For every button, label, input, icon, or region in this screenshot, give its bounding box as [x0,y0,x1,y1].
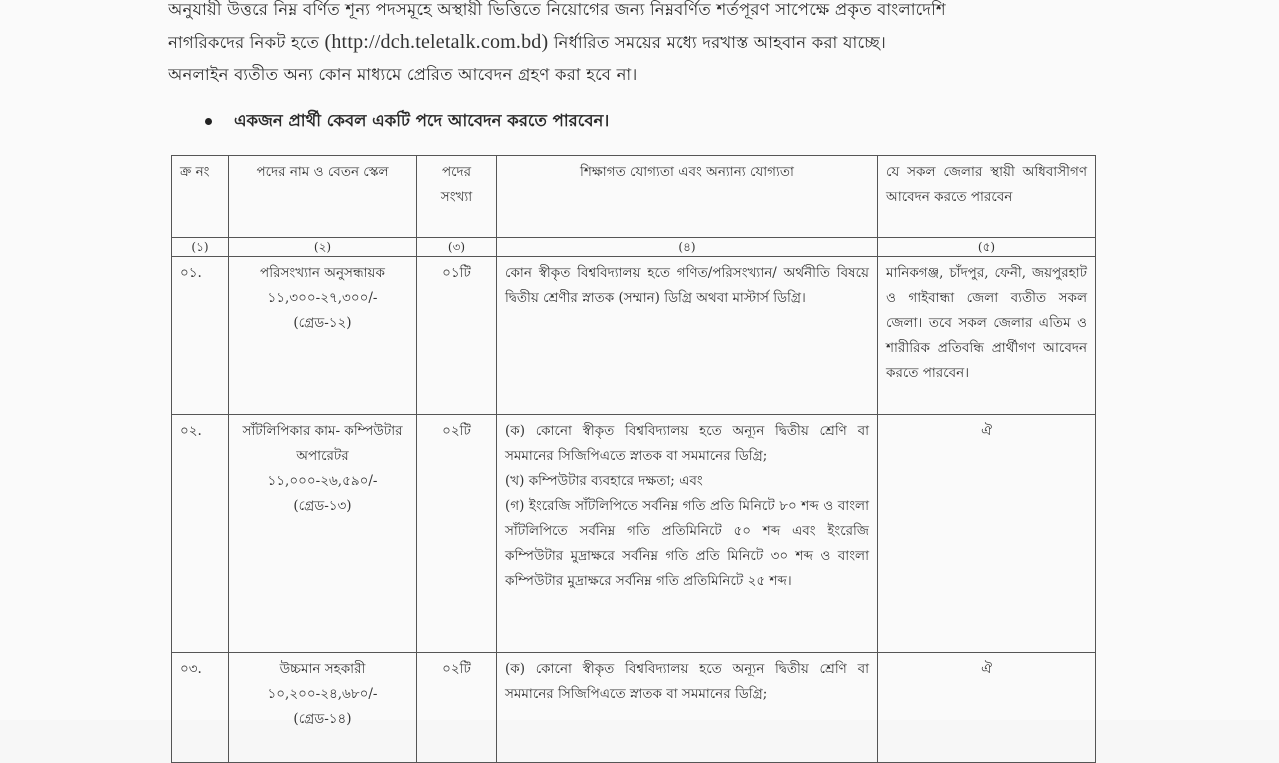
table-row [172,415,1096,653]
pay-grade: (গ্রেড-১৩) [293,498,352,514]
table-row [172,653,1096,763]
row-districts: ঐ [878,653,1096,763]
intro-line-3: অনলাইন ব্যতীত অন্য কোন মাধ্যমে প্রেরিত আবেদন গ্রহণ করা হবে না। [168,65,638,84]
bullet-note [205,108,609,135]
qualification-item: (ক) কোনো স্বীকৃত বিশ্ববিদ্যালয় হতে অন্যূন দ্বিতীয় শ্রেণি বা সমমানের সিজিপিএতে স্নাতক বা সমমানের ডিগ্রি; [505,661,869,702]
row-post [229,415,417,653]
row-qualification [497,257,878,415]
teletalk-url-link[interactable]: (http://dch.teletalk.com.bd) [324,31,549,53]
bullet-text: একজন প্রার্থী কেবল একটি পদে আবেদন করতে পারবেন। [234,111,610,130]
row-districts: ঐ [878,415,1096,653]
row-post [229,257,417,415]
qualification-item: (খ) কম্পিউটার ব্যবহারে দক্ষতা; এবং [505,473,703,489]
column-number-row [172,238,1096,257]
qualification-item: কোন স্বীকৃত বিশ্ববিদ্যালয় হতে গণিত/পরিসংখ্যান/ অর্থনীতি বিষয়ে দ্বিতীয় শ্রেণীর স্নাতক (সম্মান) ডিগ্রি অথবা মাস্টার্স ডিগ্রি। [505,265,869,306]
row-count: ০২টি [417,415,497,653]
qualification-item: (গ) ইংরেজি সাঁটলিপিতে সর্বনিম্ন গতি প্রতি মিনিটে ৮০ শব্দ ও বাংলা সাঁটলিপিতে সর্বনিম্ন গতি প্রতিমিনিটে ৫০ শব্দ এবং ইংরেজি কম্পিউটার মুদ্রাক্ষরে সর্বনিম্ন গতি প্রতি মিনিটে ৩০ শব্দ ও বাংলা কম্পিউটার মুদ্রাক্ষরে সর্বনিম্ন গতি প্রতিমিনিটে ২৫ শব্দ। [505,498,869,589]
post-title: পরিসংখ্যান অনুসন্ধায়ক [260,265,385,281]
intro-line-2-prefix: নাগরিকদের নিকট হতে [168,33,320,52]
vacancy-table [171,155,1096,763]
column-number: (২) [229,238,417,257]
intro-line-2 [168,26,1098,59]
row-count: ০১টি [417,257,497,415]
intro-line-2-suffix: নির্ধারিত সময়ের মধ্যে দরখাস্ত আহবান করা যাচ্ছে। [553,33,886,52]
qualification-item: (ক) কোনো স্বীকৃত বিশ্ববিদ্যালয় হতে অন্যূন দ্বিতীয় শ্রেণি বা সমমানের সিজিপিএতে স্নাতক বা সমমানের ডিগ্রি; [505,423,869,464]
header-serial: ক্র নং [172,156,229,238]
table-row [172,257,1096,415]
row-post [229,653,417,763]
pay-scale: ১১,০০০-২৬,৫৯০/- [267,473,378,489]
column-number: (৫) [878,238,1096,257]
column-number: (১) [172,238,229,257]
pay-scale: ১০,২০০-২৪,৬৮০/- [267,686,378,702]
row-districts: মানিকগঞ্জ, চাঁদপুর, ফেনী, জয়পুরহাট ও গাইবান্ধা জেলা ব্যতীত সকল জেলা। তবে সকল জেলার এতিম ও শারীরিক প্রতিবন্ধি প্রার্থীগণ আবেদন করতে পারবেন। [878,257,1096,415]
intro-paragraph [168,0,1098,91]
bullet-dot-icon [205,118,212,125]
column-number: (৩) [417,238,497,257]
pay-grade: (গ্রেড-১৪) [293,711,352,727]
header-post-scale: পদের নাম ও বেতন স্কেল [229,156,417,238]
row-serial: ০২. [172,415,229,653]
header-qualification: শিক্ষাগত যোগ্যতা এবং অন্যান্য যোগ্যতা [497,156,878,238]
post-title: সাঁটলিপিকার কাম- কম্পিউটার অপারেটর [242,423,403,464]
table-header-row [172,156,1096,238]
pay-scale: ১১,৩০০-২৭,৩০০/- [267,290,378,306]
row-count: ০২টি [417,653,497,763]
header-districts: যে সকল জেলার স্থায়ী অধিবাসীগণ আবেদন করতে পারবেন [878,156,1096,238]
post-title: উচ্চমান সহকারী [279,661,366,677]
row-qualification [497,415,878,653]
header-post-count: পদের সংখ্যা [417,156,497,238]
pay-grade: (গ্রেড-১২) [293,315,352,331]
row-qualification [497,653,878,763]
row-serial: ০৩. [172,653,229,763]
column-number: (৪) [497,238,878,257]
intro-line-1: অনুযায়ী উত্তরে নিম্ন বর্ণিত শূন্য পদসমূহে অস্থায়ী ভিত্তিতে নিয়োগের জন্য নিম্নবর্ণিত শর্তপূরণ সাপেক্ষে প্রকৃত বাংলাদেশি [168,0,946,19]
row-serial: ০১. [172,257,229,415]
